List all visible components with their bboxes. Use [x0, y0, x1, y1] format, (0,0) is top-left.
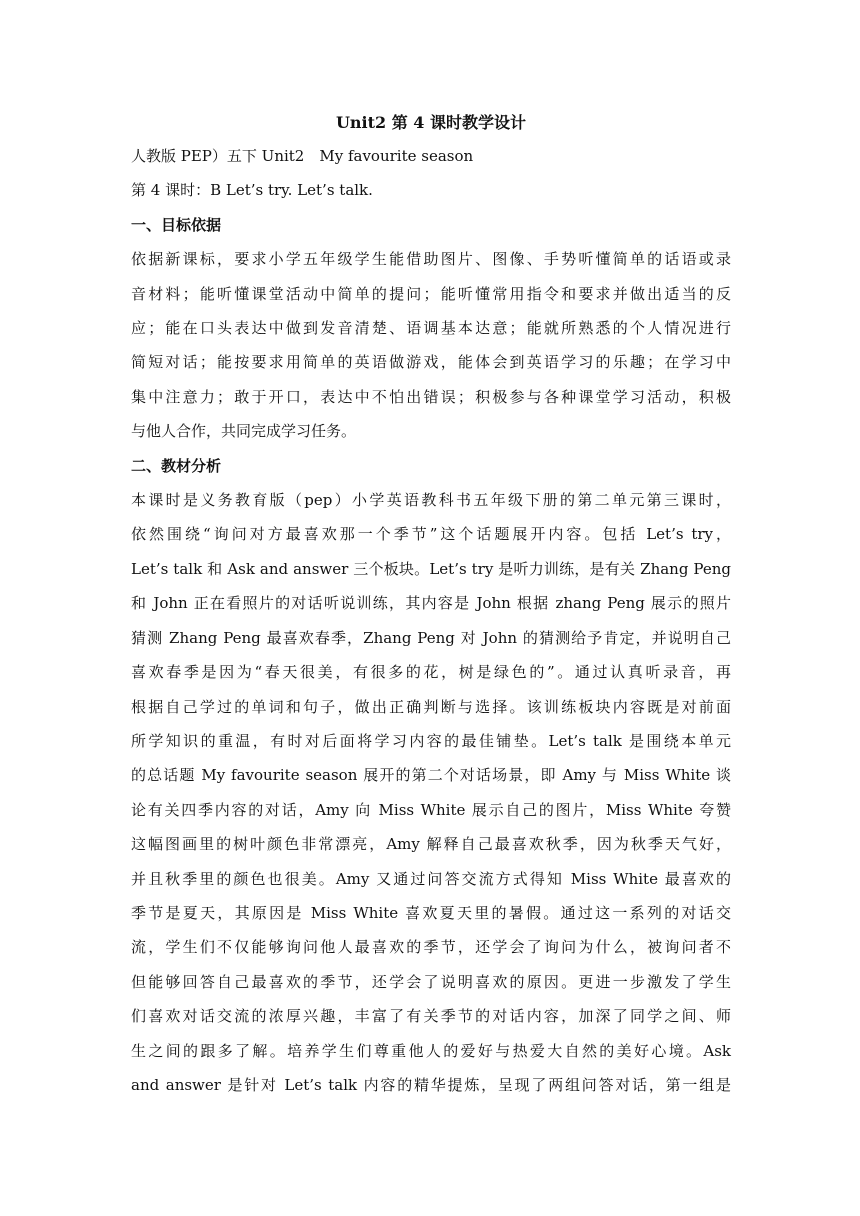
paragraph-line: 所学知识的重温，有时对后面将学习内容的最佳铺垫。Let’s talk 是围绕本单元: [131, 731, 731, 750]
paragraph-line: 季节是夏天，其原因是 Miss White 喜欢夏天里的暑假。通过这一系列的对话交: [131, 903, 731, 922]
paragraph-line: 喜欢春季是因为“春天很美，有很多的花，树是绿色的”。通过认真听录音，再: [131, 663, 731, 682]
document-page: [131, 106, 731, 1102]
paragraph-line: 根据自己学过的单词和句子，做出正确判断与选择。该训练板块内容既是对前面: [131, 697, 731, 716]
section-paragraph-goals: [131, 242, 731, 448]
section-heading-analysis: 二、教材分析: [131, 456, 222, 475]
paragraph-line: 们喜欢对话交流的浓厚兴趣，丰富了有关季节的对话内容，加深了同学之间、师: [131, 1007, 731, 1026]
paragraph-line: 生之间的跟多了解。培养学生们尊重他人的爱好与热爱大自然的美好心境。Ask: [131, 1041, 731, 1060]
section-heading-goals: 一、目标依据: [131, 215, 222, 234]
paragraph-line: 依据新课标，要求小学五年级学生能借助图片、图像、手势听懂简单的话语或录: [131, 250, 731, 269]
paragraph-line: 的总话题 My favourite season 展开的第二个对话场景，即 Amy 与 Miss White 谈: [131, 766, 731, 785]
lesson-line: 第 4 课时：B Let’s try. Let’s talk.: [131, 181, 373, 200]
document-title: Unit2 第 4 课时教学设计: [335, 113, 527, 132]
paragraph-line: 与他人合作，共同完成学习任务。: [131, 422, 357, 441]
paragraph-line: 简短对话；能按要求用简单的英语做游戏，能体会到英语学习的乐趣；在学习中: [131, 353, 731, 372]
paragraph-line: 流，学生们不仅能够询问他人最喜欢的季节，还学会了询问为什么，被询问者不: [131, 938, 731, 957]
paragraph-line: Let’s talk 和 Ask and answer 三个板块。Let’s try 是听力训练，是有关 Zhang Peng: [131, 559, 731, 578]
paragraph-line: 论有关四季内容的对话，Amy 向 Miss White 展示自己的图片，Miss White 夸赞: [131, 800, 731, 819]
paragraph-line: 并且秋季里的颜色也很美。Amy 又通过问答交流方式得知 Miss White 最喜欢的: [131, 869, 731, 888]
paragraph-line: 应；能在口头表达中做到发音清楚、语调基本达意；能就所熟悉的个人情况进行: [131, 319, 731, 338]
section-paragraph-analysis: [131, 483, 731, 1102]
paragraph-line: 音材料；能听懂课堂活动中简单的提问；能听懂常用指令和要求并做出适当的反: [131, 284, 731, 303]
paragraph-line: 猜测 Zhang Peng 最喜欢春季，Zhang Peng 对 John 的猜测给予肯定，并说明自己: [131, 628, 731, 647]
paragraph-line: 依然围绕“询问对方最喜欢那一个季节”这个话题展开内容。包括 Let’s try，: [131, 525, 731, 544]
paragraph-line: 本课时是义务教育版（pep）小学英语教科书五年级下册的第二单元第三课时，: [131, 491, 731, 510]
edition-line: 人教版 PEP）五下 Unit2 My favourite season: [131, 147, 474, 165]
paragraph-line: and answer 是针对 Let’s talk 内容的精华提炼，呈现了两组问答对话，第一组是: [131, 1075, 731, 1094]
paragraph-line: 这幅图画里的树叶颜色非常漂亮，Amy 解释自己最喜欢秋季，因为秋季天气好，: [131, 835, 731, 854]
paragraph-line: 集中注意力；敢于开口，表达中不怕出错误；积极参与各种课堂学习活动，积极: [131, 387, 731, 406]
paragraph-line: 和 John 正在看照片的对话听说训练，其内容是 John 根据 zhang Peng 展示的照片: [131, 594, 731, 613]
paragraph-line: 但能够回答自己最喜欢的季节，还学会了说明喜欢的原因。更进一步激发了学生: [131, 972, 731, 991]
